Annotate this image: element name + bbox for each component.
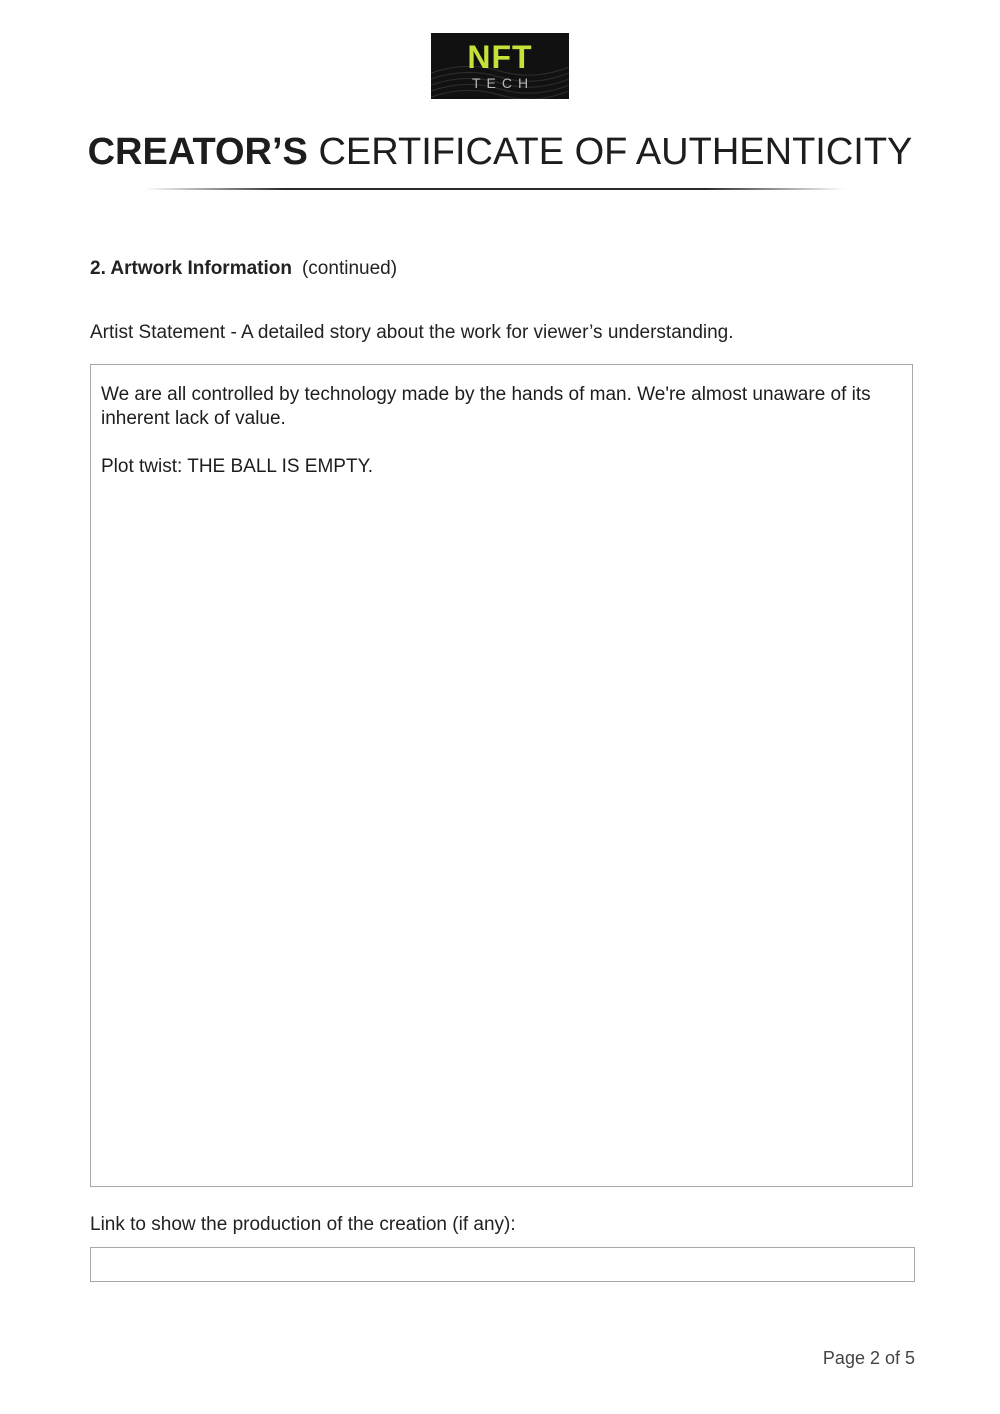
artist-statement-label: Artist Statement - A detailed story about the work for viewer’s understanding. [90,322,734,343]
page-title-bold: CREATOR’S [87,131,308,173]
artist-statement-paragraph-2: Plot twist: THE BALL IS EMPTY. [101,456,374,477]
logo-sub-text: TECH [471,75,535,91]
production-link-label: Link to show the production of the creation (if any): [90,1214,516,1235]
title-divider [145,188,845,190]
production-link-field[interactable] [90,1247,915,1282]
artist-statement-field[interactable] [90,364,913,1187]
section-title: 2. Artwork Information [90,258,292,279]
logo-main-text: NFT [467,39,533,75]
page-indicator: Page 2 of 5 [822,1348,915,1368]
nft-tech-logo [431,33,569,99]
section-continued-note: (continued) [301,258,398,279]
section-heading [90,256,397,282]
artist-statement-paragraph-1: We are all controlled by technology made by the hands of man. We're almost unaware of its inherent lack of value. [101,384,871,429]
page-title-light: CERTIFICATE OF AUTHENTICITY [318,131,913,173]
page-title [0,126,1000,178]
